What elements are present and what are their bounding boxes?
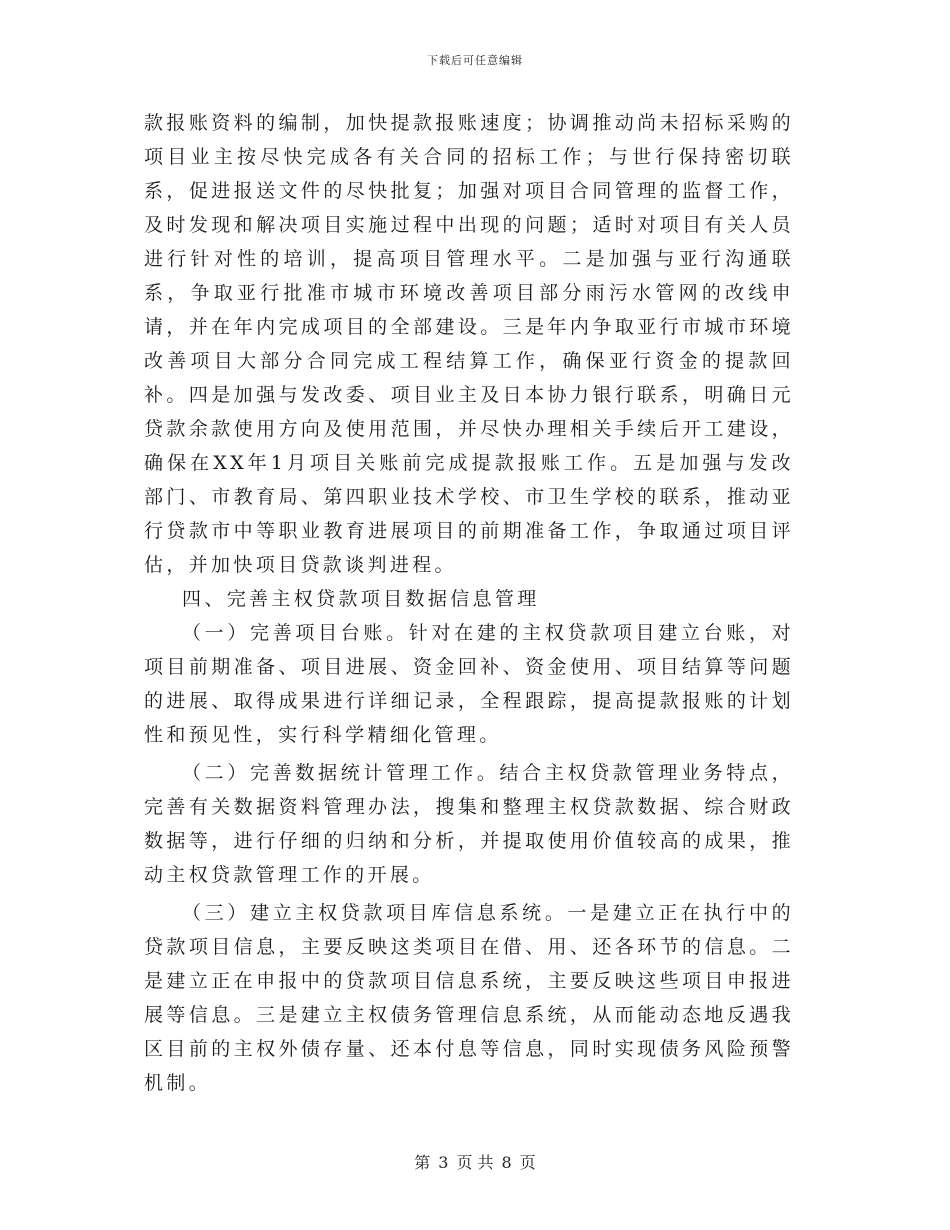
page-number-current: 3 [438, 1153, 449, 1172]
paragraph-item-3: （三）建立主权贷款项目库信息系统。一是建立正在执行中的贷款项目信息，主要反映这类项目在借、用、还各环节的信息。二是建立正在申报中的贷款项目信息系统，主要反映这些项目申报进展等信息。三是建立主权债务管理信息系统，从而能动态地反遇我区目前的主权外债存量、还本付息等信息，同时实现债务风险预警机制。 [144, 902, 794, 1094]
page-number-suffix: 页 [519, 1153, 536, 1172]
paragraph-item-2: （二）完善数据统计管理工作。结合主权贷款管理业务特点，完善有关数据资料管理办法，搜集和整理主权贷款数据、综合财政数据等，进行仔细的归纳和分析，并提取使用价值较高的成果，推动主权贷款管理工作的开展。 [144, 762, 794, 886]
page-number [0, 1152, 950, 1174]
paragraph-item-1: （一）完善项目台账。针对在建的主权贷款项目建立台账，对项目前期准备、项目进展、资金回补、资金使用、项目结算等问题的进展、取得成果进行详细记录，全程跟踪，提高提款报账的计划性和预见性，实行科学精细化管理。 [144, 622, 794, 746]
page-number-total: 8 [501, 1153, 512, 1172]
page-number-prefix: 第 [414, 1153, 431, 1172]
paragraph-continuation: 款报账资料的编制，加快提款报账速度；协调推动尚未招标采购的项目业主按尽快完成各有关合同的招标工作；与世行保持密切联系，促进报送文件的尽快批复；加强对项目合同管理的监督工作，及时发现和解决项目实施过程中出现的问题；适时对项目有关人员进行针对性的培训，提高项目管理水平。二是加强与亚行沟通联系，争取亚行批准市城市环境改善项目部分雨污水管网的改线申请，并在年内完成项目的全部建设。三是年内争取亚行市城市环境改善项目大部分合同完成工程结算工作，确保亚行资金的提款回补。四是加强与发改委、项目业主及日本协力银行联系，明确日元贷款余款使用方向及使用范围，并尽快办理相关手续后开工建设，确保在XX年1月项目关账前完成提款报账工作。五是加强与发改部门、市教育局、第四职业技术学校、市卫生学校的联系，推动亚行贷款市中等职业教育进展项目的前期准备工作，争取通过项目评估，并加快项目贷款谈判进程。 [144, 112, 794, 576]
section-heading: 四、完善主权贷款项目数据信息管理 [182, 588, 540, 610]
page-number-middle: 页 共 [456, 1153, 494, 1172]
document-body [144, 106, 794, 1100]
page-header-note: 下载后可任意编辑 [427, 54, 523, 67]
